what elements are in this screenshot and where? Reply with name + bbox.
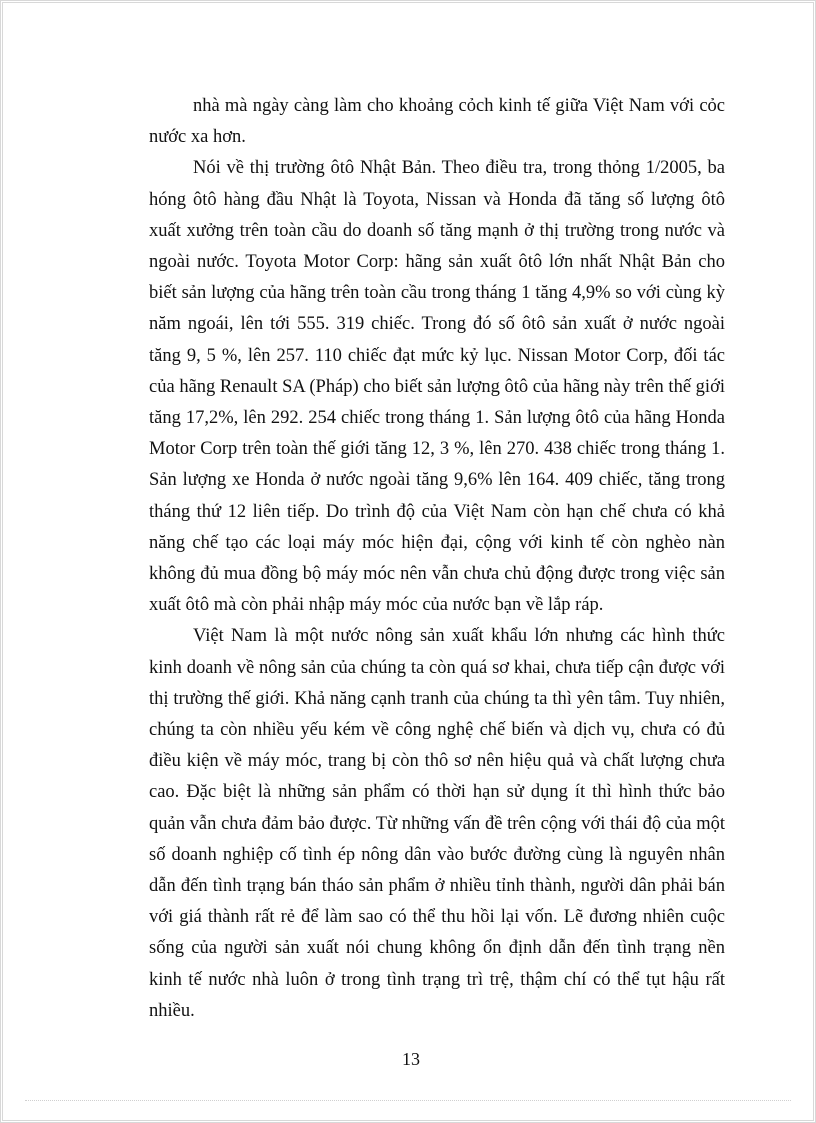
paragraph-1: nhà mà ngày càng làm cho khoảng cỏch kinh tế giữa Việt Nam với cỏc nước xa hơn.	[149, 96, 725, 148]
page-number: 13	[402, 1049, 420, 1069]
paragraph-2: Nói về thị trường ôtô Nhật Bản. Theo điều tra, trong thỏng 1/2005, ba hóng ôtô hàng đầu Nhật là Toyota, Nissan và Honda đã tăng số lượng ôtô xuất xưởng trên toàn cầu do doanh số tăng mạnh ở thị trường trong nước và ngoài nước. Toyota Motor Corp: hãng sản xuất ôtô lớn nhất Nhật Bản cho biết sản lượng của hãng trên toàn cầu trong tháng 1 tăng 4,9% so với cùng kỳ năm ngoái, lên tới 555. 319 chiếc. Trong đó số ôtô sản xuất ở nước ngoài tăng 9, 5 %, lên 257. 110 chiếc đạt mức kỷ lục. Nissan Motor Corp, đối tác của hãng Renault SA (Pháp) cho biết sản lượng ôtô của hãng này trên thế giới tăng 17,2%, lên 292. 254 chiếc trong tháng 1. Sản lượng ôtô của hãng Honda Motor Corp trên toàn thế giới tăng 12, 3 %, lên 270. 438 chiếc trong tháng 1. Sản lượng xe Honda ở nước ngoài tăng 9,6% lên 164. 409 chiếc, tăng trong tháng thứ 12 liên tiếp. Do trình độ của Việt Nam còn hạn chế chưa có khả năng chế tạo các loại máy móc hiện đại, cộng với kinh tế còn nghèo nàn không đủ mua đồng bộ máy móc nên vẫn chưa chủ động được trong việc sản xuất ôtô mà còn phải nhập máy móc của nước bạn về lắp ráp.	[149, 158, 725, 616]
paragraph-3: Việt Nam là một nước nông sản xuất khẩu lớn nhưng các hình thức kinh doanh về nông sản của chúng ta còn quá sơ khai, chưa tiếp cận được với thị trường thế giới. Khả năng cạnh tranh của chúng ta thì yên tâm. Tuy nhiên, chúng ta còn nhiều yếu kém về công nghệ chế biến và dịch vụ, chưa có đủ điều kiện về máy móc, trang bị còn thô sơ nên hiệu quả và chất lượng chưa cao. Đặc biệt là những sản phẩm có thời hạn sử dụng ít thì hình thức bảo quản vẫn chưa đảm bảo được. Từ những vấn đề trên cộng với thái độ của một số doanh nghiệp cố tình ép nông dân vào bước đường cùng là nguyên nhân dẫn đến tình trạng bán tháo sản phẩm ở nhiều tỉnh thành, người dân phải bán với giá thành rất rẻ để làm sao có thể thu hồi lại vốn. Lẽ đương nhiên cuộc sống của người sản xuất nói chung không ổn định dẫn đến tình trạng nền kinh tế nước nhà luôn ở trong tình trạng trì trệ, thậm chí có thể tụt hậu rất nhiều.	[149, 626, 725, 1021]
document-body	[149, 91, 725, 1027]
footer-divider	[25, 1100, 791, 1101]
